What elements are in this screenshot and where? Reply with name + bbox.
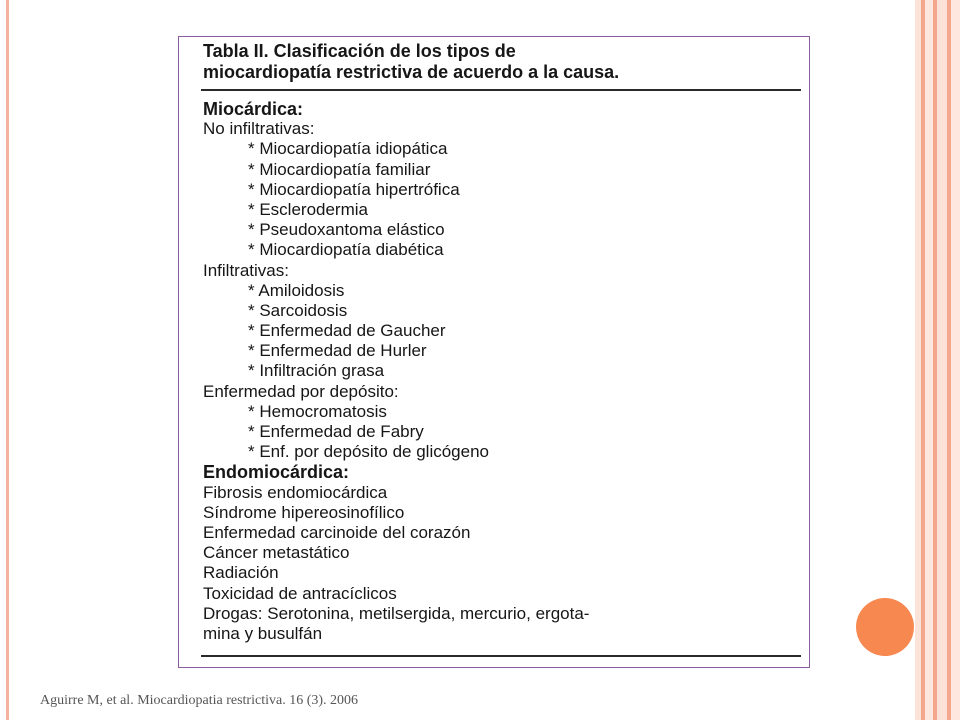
table-subheading: Enfermedad carcinoide del corazón [203, 522, 471, 542]
table-subheading: Radiación [203, 563, 279, 583]
table-list-item: * Esclerodermia [248, 199, 368, 219]
table-list-item: * Pseudoxantoma elástico [248, 220, 445, 240]
table-list-item: * Enfermedad de Gaucher [248, 321, 446, 341]
table-title [203, 41, 803, 83]
table-list-item: * Miocardiopatía hipertrófica [248, 179, 460, 199]
table-subheading: Síndrome hipereosinofílico [203, 502, 405, 522]
table-subheading: mina y busulfán [203, 623, 323, 643]
classification-table-image [178, 36, 810, 668]
table-list-item: * Miocardiopatía familiar [248, 159, 431, 179]
table-bottom-rule [201, 655, 801, 657]
table-body [203, 99, 803, 644]
table-section-heading: Endomiocárdica: [203, 462, 350, 483]
citation-text: Aguirre M, et al. Miocardiopatia restrictiva. 16 (3). 2006 [40, 693, 359, 708]
table-top-rule [201, 89, 801, 91]
table-subheading: Cáncer metastático [203, 543, 350, 563]
table-subheading: Infiltrativas: [203, 260, 289, 280]
table-subheading: Toxicidad de antracíclicos [203, 583, 397, 603]
table-subheading: Drogas: Serotonina, metilsergida, mercurio, ergota- [203, 603, 590, 623]
left-decorative-rule [6, 0, 9, 720]
right-decorative-band [925, 0, 933, 720]
table-list-item: * Enfermedad de Hurler [248, 341, 427, 361]
table-subheading: Fibrosis endomiocárdica [203, 482, 388, 502]
table-subheading: Enfermedad por depósito: [203, 381, 399, 401]
table-title-line: Tabla II. Clasificación de los tipos de [203, 41, 516, 61]
table-title-line: miocardiopatía restrictiva de acuerdo a la causa. [203, 62, 620, 82]
table-list-item: * Enfermedad de Fabry [248, 422, 424, 441]
right-decorative-band [937, 0, 947, 720]
table-list-item: * Miocardiopatía idiopática [248, 139, 448, 159]
accent-circle [856, 598, 914, 656]
table-list-item: * Infiltración grasa [248, 361, 385, 381]
table-list-item: * Hemocromatosis [248, 401, 387, 421]
table-subheading: No infiltrativas: [203, 119, 315, 139]
table-list-item: * Amiloidosis [248, 280, 345, 300]
right-decorative-band [951, 0, 960, 720]
table-list-item: * Miocardiopatía diabética [248, 240, 444, 260]
table-section-heading: Miocárdica: [203, 99, 304, 119]
table-list-item: * Sarcoidosis [248, 300, 348, 320]
table-list-item: * Enf. por depósito de glicógeno [248, 442, 490, 462]
